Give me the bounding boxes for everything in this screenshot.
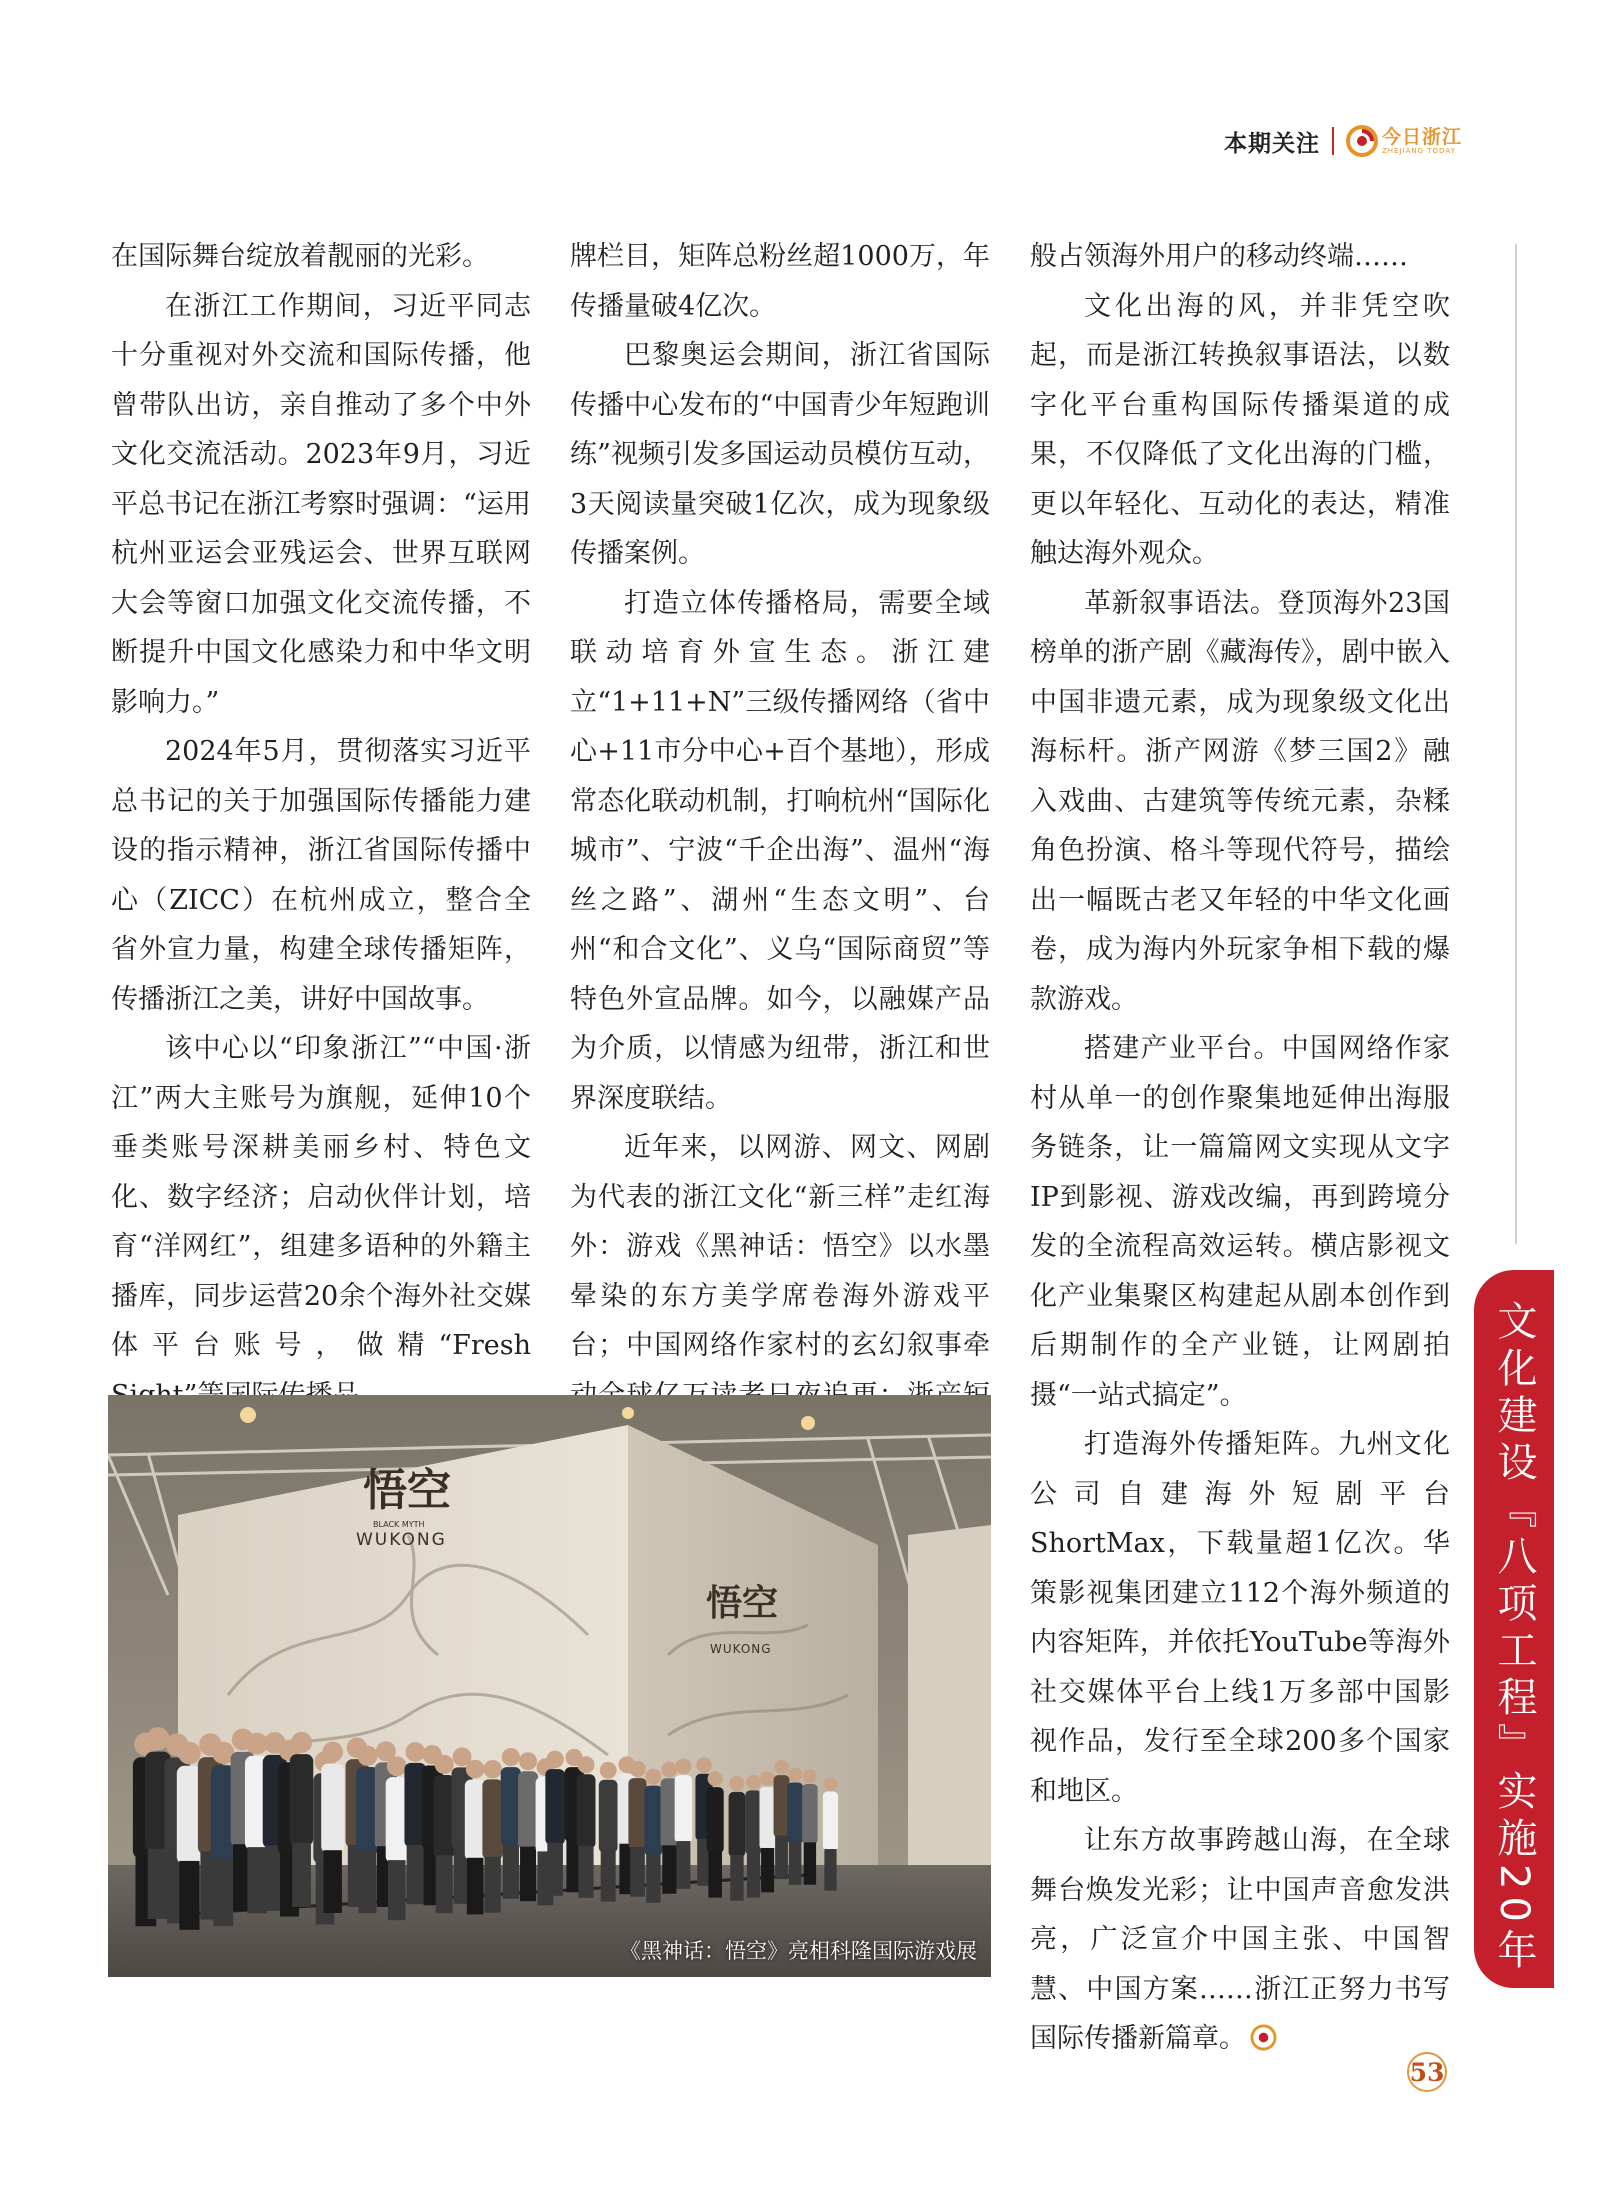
- visitor-body: [386, 1777, 408, 1863]
- paragraph: 巴黎奥运会期间，浙江省国际传播中心发布的“中国青少年短跑训练”视频引发多国运动员模仿互动，3天阅读量突破1亿次，成为现象级传播案例。: [570, 340, 990, 569]
- visitor-legs: [520, 1847, 536, 1902]
- visitor-body: [644, 1786, 662, 1856]
- paragraph: 打造海外传播矩阵。九州文化公司自建海外短剧平台ShortMax，下载量超1亿次。华策影视集团建立112个海外频道的内容矩阵，并依托YouTube等海外社交媒体平台上线1万多部中国影视作品，发行至全球200多个国家和地区。: [1030, 1429, 1450, 1807]
- visitor-body: [729, 1792, 746, 1857]
- visitor-legs: [547, 1843, 563, 1896]
- visitor-head: [803, 1769, 817, 1783]
- column-rule: [1515, 244, 1517, 1244]
- visitor-legs: [467, 1858, 484, 1915]
- end-mark-icon: [1250, 2024, 1277, 2051]
- visitor-legs: [578, 1846, 593, 1898]
- visitor-body: [802, 1784, 818, 1844]
- visitor-legs: [407, 1845, 424, 1904]
- visitor-legs: [484, 1857, 500, 1913]
- visitor-head: [483, 1760, 501, 1778]
- visitor-legs: [775, 1835, 788, 1879]
- wall-name-right: WUKONG: [710, 1642, 772, 1656]
- series-tab: [1474, 1270, 1554, 1988]
- visitor-body: [823, 1792, 838, 1851]
- visitor-head: [760, 1771, 775, 1786]
- visitor-legs: [824, 1849, 836, 1891]
- visitor-head: [600, 1762, 617, 1779]
- visitor-legs: [179, 1861, 199, 1930]
- paragraph-text: 让东方故事跨越山海，在全球舞台焕发光彩；让中国声音愈发洪亮，广泛宣介中国主张、中国智慧、中国方案……浙江正努力书写国际传播新篇章。: [1030, 1825, 1450, 2054]
- visitor-head: [746, 1775, 761, 1790]
- visitor-head: [824, 1777, 838, 1791]
- visitor-legs: [324, 1850, 342, 1913]
- paragraph: 般占领海外用户的移动终端……: [1030, 241, 1408, 272]
- exhibition-illustration: [108, 1395, 991, 1977]
- visitor-legs: [436, 1855, 453, 1913]
- visitor-legs: [676, 1841, 690, 1889]
- paragraph: 该中心以“印象浙江”“中国·浙江”两大主账号为旗舰，延伸10个垂类账号深耕美丽乡村、特色文化、数字经济；启动伙伴计划，培育“洋网红”，组建多语种的外籍主播库，同步运营20余个海外社交媒体平台账号，做精“Fresh: [111, 1033, 531, 1361]
- visitor-head: [406, 1742, 426, 1762]
- paragraph: 在国际舞台绽放着靓丽的光彩。: [111, 241, 489, 272]
- visitor-body: [482, 1779, 503, 1859]
- visitor-body: [518, 1771, 538, 1849]
- visitor-head: [577, 1756, 594, 1773]
- visitor-legs: [708, 1851, 722, 1897]
- running-header: [1224, 122, 1462, 160]
- visitor-head: [502, 1748, 520, 1766]
- visitor-legs: [601, 1850, 616, 1901]
- paragraph: 搭建产业平台。中国网络作家村从单一的创作聚集地延伸出海服务链条，让一篇篇网文实现从文字IP到影视、游戏改编，再到跨境分发的全流程高效运转。横店影视文化产业集聚区构建起从剧本创作到后期制作的全产业链，让网剧拍摄“一站式搞定”。: [1030, 1033, 1450, 1411]
- visitor-head: [708, 1771, 723, 1786]
- visitor-body: [321, 1763, 344, 1853]
- section-title: 本期关注: [1223, 130, 1320, 157]
- visitor-head: [387, 1756, 407, 1776]
- visitor-head: [435, 1755, 454, 1774]
- brand-swirl-icon: [1346, 125, 1378, 157]
- visitor-head: [661, 1762, 677, 1778]
- visitor-head: [466, 1760, 485, 1779]
- visitor-legs: [804, 1842, 816, 1884]
- visitor-body: [787, 1783, 803, 1844]
- visitor-legs: [730, 1855, 743, 1901]
- page-number: 53: [1407, 2052, 1447, 2092]
- visitor-head: [546, 1751, 564, 1769]
- visitor-legs: [358, 1852, 376, 1913]
- series-tab-text: 文化建设『八项工程』实施20年: [1491, 1300, 1537, 1976]
- visitor-head: [729, 1776, 744, 1791]
- visitor-body: [745, 1790, 762, 1854]
- visitor-legs: [789, 1842, 802, 1885]
- visitor-legs: [503, 1844, 519, 1899]
- article-column-2: [570, 232, 990, 1470]
- visitor-legs: [213, 1859, 233, 1927]
- visitor-head: [322, 1742, 343, 1763]
- visitor-head: [645, 1769, 661, 1785]
- visitor-body: [576, 1774, 595, 1848]
- visitor-head: [629, 1761, 645, 1777]
- visitor-body: [290, 1754, 314, 1846]
- visitor-body: [628, 1778, 646, 1849]
- visitor-head: [178, 1742, 201, 1765]
- brand-name: 今日浙江: [1381, 125, 1462, 148]
- visitor-head: [676, 1758, 692, 1774]
- wall-title-left: 悟空: [363, 1465, 451, 1516]
- visitor-body: [774, 1775, 790, 1837]
- paragraph: 牌栏目，矩阵总粉丝超1000万，年传播量破4亿次。: [570, 241, 990, 322]
- wall-title-right: 悟空: [706, 1582, 779, 1624]
- visitor-legs: [148, 1849, 169, 1919]
- visitor-legs: [761, 1848, 774, 1892]
- visitor-legs: [747, 1853, 760, 1898]
- visitor-legs: [247, 1847, 266, 1913]
- header-divider: [1332, 127, 1334, 155]
- visitor-body: [501, 1767, 521, 1846]
- visitor-legs: [388, 1860, 406, 1920]
- visitor-head: [519, 1752, 537, 1770]
- visitor-body: [707, 1787, 724, 1853]
- visitor-legs: [662, 1845, 676, 1893]
- brand-subtitle: ZHEJIANG TODAY: [1381, 146, 1456, 155]
- visitor-body: [545, 1769, 565, 1845]
- paragraph: 在浙江工作期间，习近平同志十分重视对外交流和国际传播，他曾带队出访，亲自推动了多个中外文化交流活动。2023年9月，习近平总书记在浙江考察时强调：“运用杭州亚运会亚残运会、世界互联网大会等窗口加强文化交流传播，不断提升中国文化感染力和中华文明影响力。”: [111, 290, 531, 718]
- visitor-head: [357, 1746, 377, 1766]
- wall-name-left: WUKONG: [356, 1530, 447, 1550]
- photo-caption: 《黑神话：悟空》亮相科隆国际游戏展: [620, 1939, 977, 1963]
- visitor-head: [774, 1760, 788, 1774]
- exhibition-photo: [108, 1395, 991, 1977]
- article-column-1: [111, 232, 531, 1420]
- visitor-head: [291, 1732, 312, 1753]
- article-column-3: [1030, 232, 1450, 2064]
- visitor-head: [696, 1757, 712, 1773]
- paragraph: 近年来，以网游、网文、网剧为代表的浙江文化“新三样”走红海外：游戏《黑神话：悟空》以水墨晕染的东方美学席卷海外游戏平台；中国网络作家村的玄幻叙事牵: [570, 1132, 990, 1361]
- paragraph: 2024年5月，贯彻落实习近平总书记的关于加强国际传播能力建设的指示精神，浙江省国际传播中心（ZICC）在杭州成立，整合全省外宣力量，构建全球传播矩阵，传播浙江之美，讲好中国故事。: [111, 736, 531, 1015]
- visitor-body: [759, 1787, 775, 1850]
- paragraph: 打造立体传播格局，需要全域联动培育外宣生态。浙江建立“1+11+N”三级传播网络（省中心+11市分中心+百个基地），形成常态化联动机制，打响杭州“国际化城市”、宁波“千企出海”、温州“海丝之路”、湖州“生态文明”、台州“和合文化”、义乌“国际商贸”等特色外宣品牌。如今，以融媒产品为介质，以情感为纽带，浙江和世界深度联结。: [570, 587, 990, 1114]
- visitor-body: [599, 1780, 618, 1853]
- visitor-head: [788, 1768, 802, 1782]
- wall-sub-left: BLACK MYTH: [373, 1520, 425, 1529]
- visitor-legs: [630, 1847, 645, 1897]
- visitor-legs: [292, 1843, 311, 1907]
- paragraph: 革新叙事语法。登顶海外23国榜单的浙产剧《藏海传》，剧中嵌入中国非遗元素，成为现象级文化出海标杆。浙产网游《梦三国2》融入戏曲、古建筑等传统元素，杂糅角色扮演、格斗等现代符号，描绘出一幅既古老又年轻的中华文化画卷，成为海内外玩家争相下载的爆款游戏。: [1030, 587, 1450, 1015]
- visitor-legs: [646, 1854, 660, 1903]
- visitor-body: [675, 1775, 693, 1843]
- paragraph: 文化出海的风，并非凭空吹起，而是浙江转换叙事语法，以数字化平台重构国际传播渠道的成果，不仅降低了文化出海的门槛，更以年轻化、互动化的表达，精准触达海外观众。: [1030, 290, 1450, 569]
- magazine-logo: [1346, 125, 1462, 157]
- closing-paragraph: [1030, 1816, 1450, 2064]
